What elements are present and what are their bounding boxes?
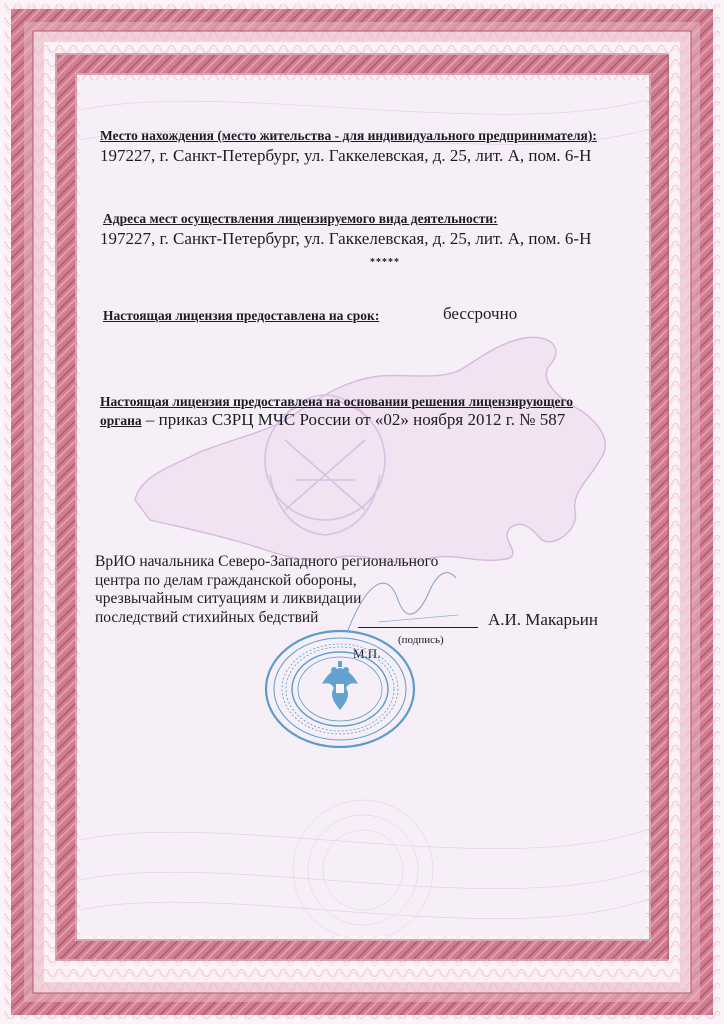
signatory-name: А.И. Макарьин xyxy=(488,610,598,629)
activity-address-label: Адреса мест осуществления лицензируемого вида деятельности: xyxy=(103,211,498,226)
activity-address-value: 197227, г. Санкт-Петербург, ул. Гаккелевская, д. 25, лит. А, пом. 6-Н xyxy=(100,229,592,248)
signatory-line-3: чрезвычайным ситуациям и ликвидации xyxy=(95,590,362,607)
signatory-line-2: центра по делам гражданской обороны, xyxy=(95,571,357,589)
separator-stars: ***** xyxy=(370,257,400,268)
term-value: бессрочно xyxy=(443,304,518,323)
basis-line2 xyxy=(100,410,565,430)
address-value: 197227, г. Санкт-Петербург, ул. Гаккелевская, д. 25, лит. А, пом. 6-Н xyxy=(100,146,592,165)
address-label: Место нахождения (место жительства - для индивидуального предпринимателя): xyxy=(100,128,597,143)
term-label: Настоящая лицензия предоставлена на срок: xyxy=(103,308,380,323)
map-outline xyxy=(135,337,605,563)
eagle-emblem xyxy=(322,661,358,710)
stamp-caption: М.П. xyxy=(353,646,381,661)
basis-value: – приказ СЗРЦ МЧС России от «02» ноября 2012 г. № 587 xyxy=(141,410,566,429)
signatory-line-1: ВрИО начальника Северо-Западного регионального xyxy=(95,553,439,570)
signature-caption: (подпись) xyxy=(398,634,444,646)
signatory-line-4: последствий стихийных бедствий xyxy=(95,608,319,626)
basis-label-line2: органа xyxy=(100,413,142,428)
basis-label-line1: Настоящая лицензия предоставлена на основании решения лицензирующего xyxy=(100,394,574,409)
official-seal xyxy=(262,628,418,750)
